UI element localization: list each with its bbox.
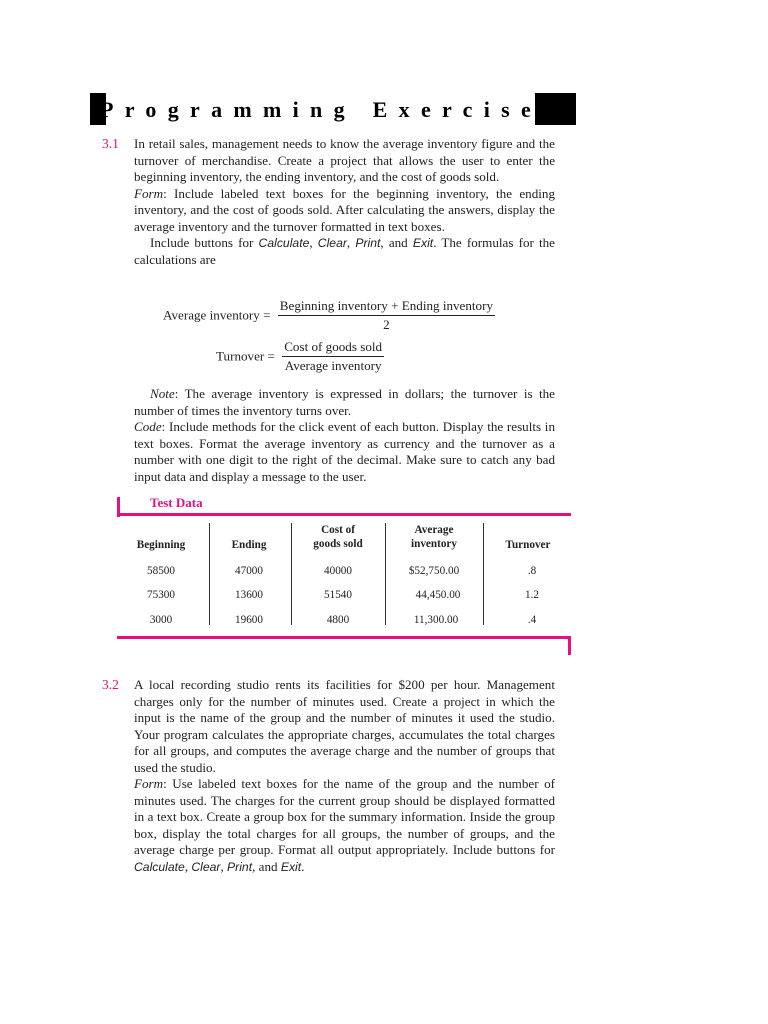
- section-title: Programming Exercises: [100, 97, 562, 122]
- clear-term: Clear: [317, 236, 347, 250]
- code-paragraph: Code: Include methods for the click event of each button. Display the results in text boxes. Format the average inventory as currency and the turnover as a number with one digit to the right of the decimal. Make sure to catch any bad input data and display a message to the user.: [134, 419, 555, 484]
- cell-average: $52,750.00: [408, 565, 460, 577]
- exercise-number: 3.2: [102, 677, 119, 692]
- exercise-3-2-text: [134, 677, 555, 875]
- buttons-paragraph: Include buttons for Calculate, Clear, Print, and Exit. The formulas for the calculations are: [134, 235, 555, 267]
- cell-average: 11,300.00: [413, 614, 459, 626]
- print-term: Print: [227, 859, 253, 874]
- column-divider: [291, 523, 292, 625]
- exercise-3-1-notes: [134, 386, 555, 485]
- print-term: Print: [355, 236, 381, 250]
- cell-beginning: 3000: [149, 614, 173, 626]
- exit-term: Exit: [412, 236, 434, 250]
- clear-term: Clear: [191, 859, 221, 874]
- formula-fraction: [282, 339, 384, 374]
- test-data-bracket-end: [568, 636, 571, 655]
- cell-ending: 13600: [235, 589, 263, 601]
- header-average: Average inventory: [411, 524, 457, 550]
- formula-denominator: Average inventory: [284, 358, 382, 373]
- header-ending: Ending: [231, 539, 267, 551]
- form-paragraph: Form: Use labeled text boxes for the name of the group and the number of minutes used. The charges for the current group should be displayed formatted in a text box. Create a group box for the summary information. Inside the group box, display the total charges for all groups, the number of groups, and the average charge per group. Format all output appropriately. Include buttons for Calculate, Clear, Print, and Exit.: [134, 776, 555, 874]
- note-label: Note: [150, 386, 175, 401]
- exercise-3-1-text: [134, 136, 555, 268]
- calculate-term: Calculate: [134, 859, 185, 874]
- test-data-bottom-rule: [117, 636, 571, 639]
- form-label: Form: [134, 185, 164, 201]
- calculate-term: Calculate: [258, 236, 310, 250]
- cell-ending: 47000: [235, 565, 263, 577]
- form-paragraph: Form: Include labeled text boxes for the beginning inventory, the ending inventory, and the cost of goods sold. After calculating the answers, display the average inventory and the turnover formatted in text boxes.: [134, 185, 555, 234]
- exercise-intro: In retail sales, management needs to know the average inventory figure and the turnover of merchandise. Create a project that allows the user to enter the beginning inventory, the ending inventory, and the cost of goods sold.: [134, 136, 555, 184]
- cell-beginning: 75300: [147, 589, 175, 601]
- formula-numerator: Cost of goods sold: [282, 339, 384, 357]
- formula-lhs: Average inventory =: [163, 307, 271, 323]
- cell-cost: 4800: [326, 614, 350, 626]
- formula-denominator: 2: [383, 317, 390, 332]
- cell-beginning: 58500: [147, 565, 175, 577]
- test-data-label: Test Data: [150, 495, 203, 510]
- header-turnover: Turnover: [505, 539, 551, 551]
- cell-cost: 40000: [324, 565, 352, 577]
- header-cost: Cost of goods sold: [313, 524, 363, 550]
- average-inventory-formula: [163, 298, 495, 333]
- exit-term: Exit: [280, 859, 302, 874]
- formula-fraction: [278, 298, 495, 333]
- section-banner: [90, 93, 576, 125]
- formula-lhs: Turnover =: [216, 348, 275, 364]
- cell-turnover: .8: [527, 565, 537, 577]
- test-data-top-rule: [117, 513, 571, 516]
- header-beginning: Beginning: [136, 539, 186, 551]
- cell-ending: 19600: [235, 614, 263, 626]
- cell-cost: 51540: [324, 589, 352, 601]
- cell-average: 44,450.00: [415, 589, 461, 601]
- formula-numerator: Beginning inventory + Ending inventory: [278, 298, 495, 316]
- cell-turnover: .4: [527, 614, 537, 626]
- cell-turnover: 1.2: [525, 589, 539, 601]
- turnover-formula: [216, 339, 384, 374]
- column-divider: [483, 523, 484, 625]
- form-label: Form: [134, 776, 164, 791]
- code-label: Code: [134, 419, 162, 434]
- column-divider: [385, 523, 386, 625]
- exercise-number: 3.1: [102, 136, 119, 151]
- note-paragraph: Note: The average inventory is expressed in dollars; the turnover is the number of times the inventory turns over.: [134, 386, 555, 418]
- exercise-intro: A local recording studio rents its facilities for $200 per hour. Management charges only for the number of minutes used. Create a project in which the input is the name of the group and the number of minutes it used the studio. Your program calculates the appropriate charges, accumulates the total charges for all groups, and computes the average charge and the number of groups that used the studio.: [134, 677, 555, 775]
